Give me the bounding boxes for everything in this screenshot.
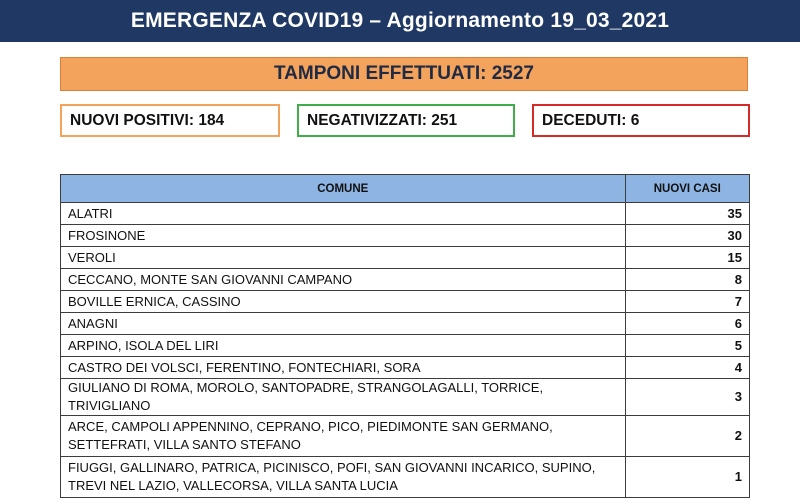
table-header-row [61,175,750,203]
negativizzati-box [297,104,515,137]
casi-cell: 7 [625,291,749,313]
deceduti-box [532,104,750,137]
table-row [61,379,750,416]
table-row [61,225,750,247]
table-row [61,269,750,291]
comune-cell: VEROLI [61,247,626,269]
table-row [61,203,750,225]
table-row [61,416,750,457]
comune-cell: GIULIANO DI ROMA, MOROLO, SANTOPADRE, STRANGOLAGALLI, TORRICE, TRIVIGLIANO [61,379,626,416]
negativizzati-label: NEGATIVIZZATI: 251 [307,111,458,129]
comune-cell: FIUGGI, GALLINARO, PATRICA, PICINISCO, POFI, SAN GIOVANNI INCARICO, SUPINO, TREVI NEL LAZIO, VALLECORSA, VILLA SANTA LUCIA [61,457,626,498]
comune-cell: ARPINO, ISOLA DEL LIRI [61,335,626,357]
comune-cell: ARCE, CAMPOLI APPENNINO, CEPRANO, PICO, PIEDIMONTE SAN GERMANO, SETTEFRATI, VILLA SANTO STEFANO [61,416,626,457]
casi-cell: 8 [625,269,749,291]
casi-cell: 3 [625,379,749,416]
casi-cell: 2 [625,416,749,457]
table-row [61,457,750,498]
comune-cell: CASTRO DEI VOLSCI, FERENTINO, FONTECHIARI, SORA [61,357,626,379]
tamponi-banner [60,57,748,91]
comune-cell: CECCANO, MONTE SAN GIOVANNI CAMPANO [61,269,626,291]
table-row [61,357,750,379]
comune-cell: ALATRI [61,203,626,225]
table-row [61,291,750,313]
nuovi-positivi-label: NUOVI POSITIVI: 184 [70,111,225,129]
tamponi-label: TAMPONI EFFETTUATI: 2527 [273,63,535,84]
column-header-casi: NUOVI CASI [625,175,749,203]
comune-cell: FROSINONE [61,225,626,247]
comune-cell: ANAGNI [61,313,626,335]
comune-cell: BOVILLE ERNICA, CASSINO [61,291,626,313]
deceduti-label: DECEDUTI: 6 [542,111,640,129]
casi-cell: 1 [625,457,749,498]
casi-cell: 4 [625,357,749,379]
report-header [0,0,800,42]
cases-table [60,174,750,498]
column-header-comune: COMUNE [61,175,626,203]
table-row [61,313,750,335]
report-title: EMERGENZA COVID19 – Aggiornamento 19_03_2021 [130,9,670,32]
nuovi-positivi-box [60,104,280,137]
casi-cell: 35 [625,203,749,225]
casi-cell: 15 [625,247,749,269]
casi-cell: 5 [625,335,749,357]
casi-cell: 6 [625,313,749,335]
table-row [61,335,750,357]
table-row [61,247,750,269]
casi-cell: 30 [625,225,749,247]
